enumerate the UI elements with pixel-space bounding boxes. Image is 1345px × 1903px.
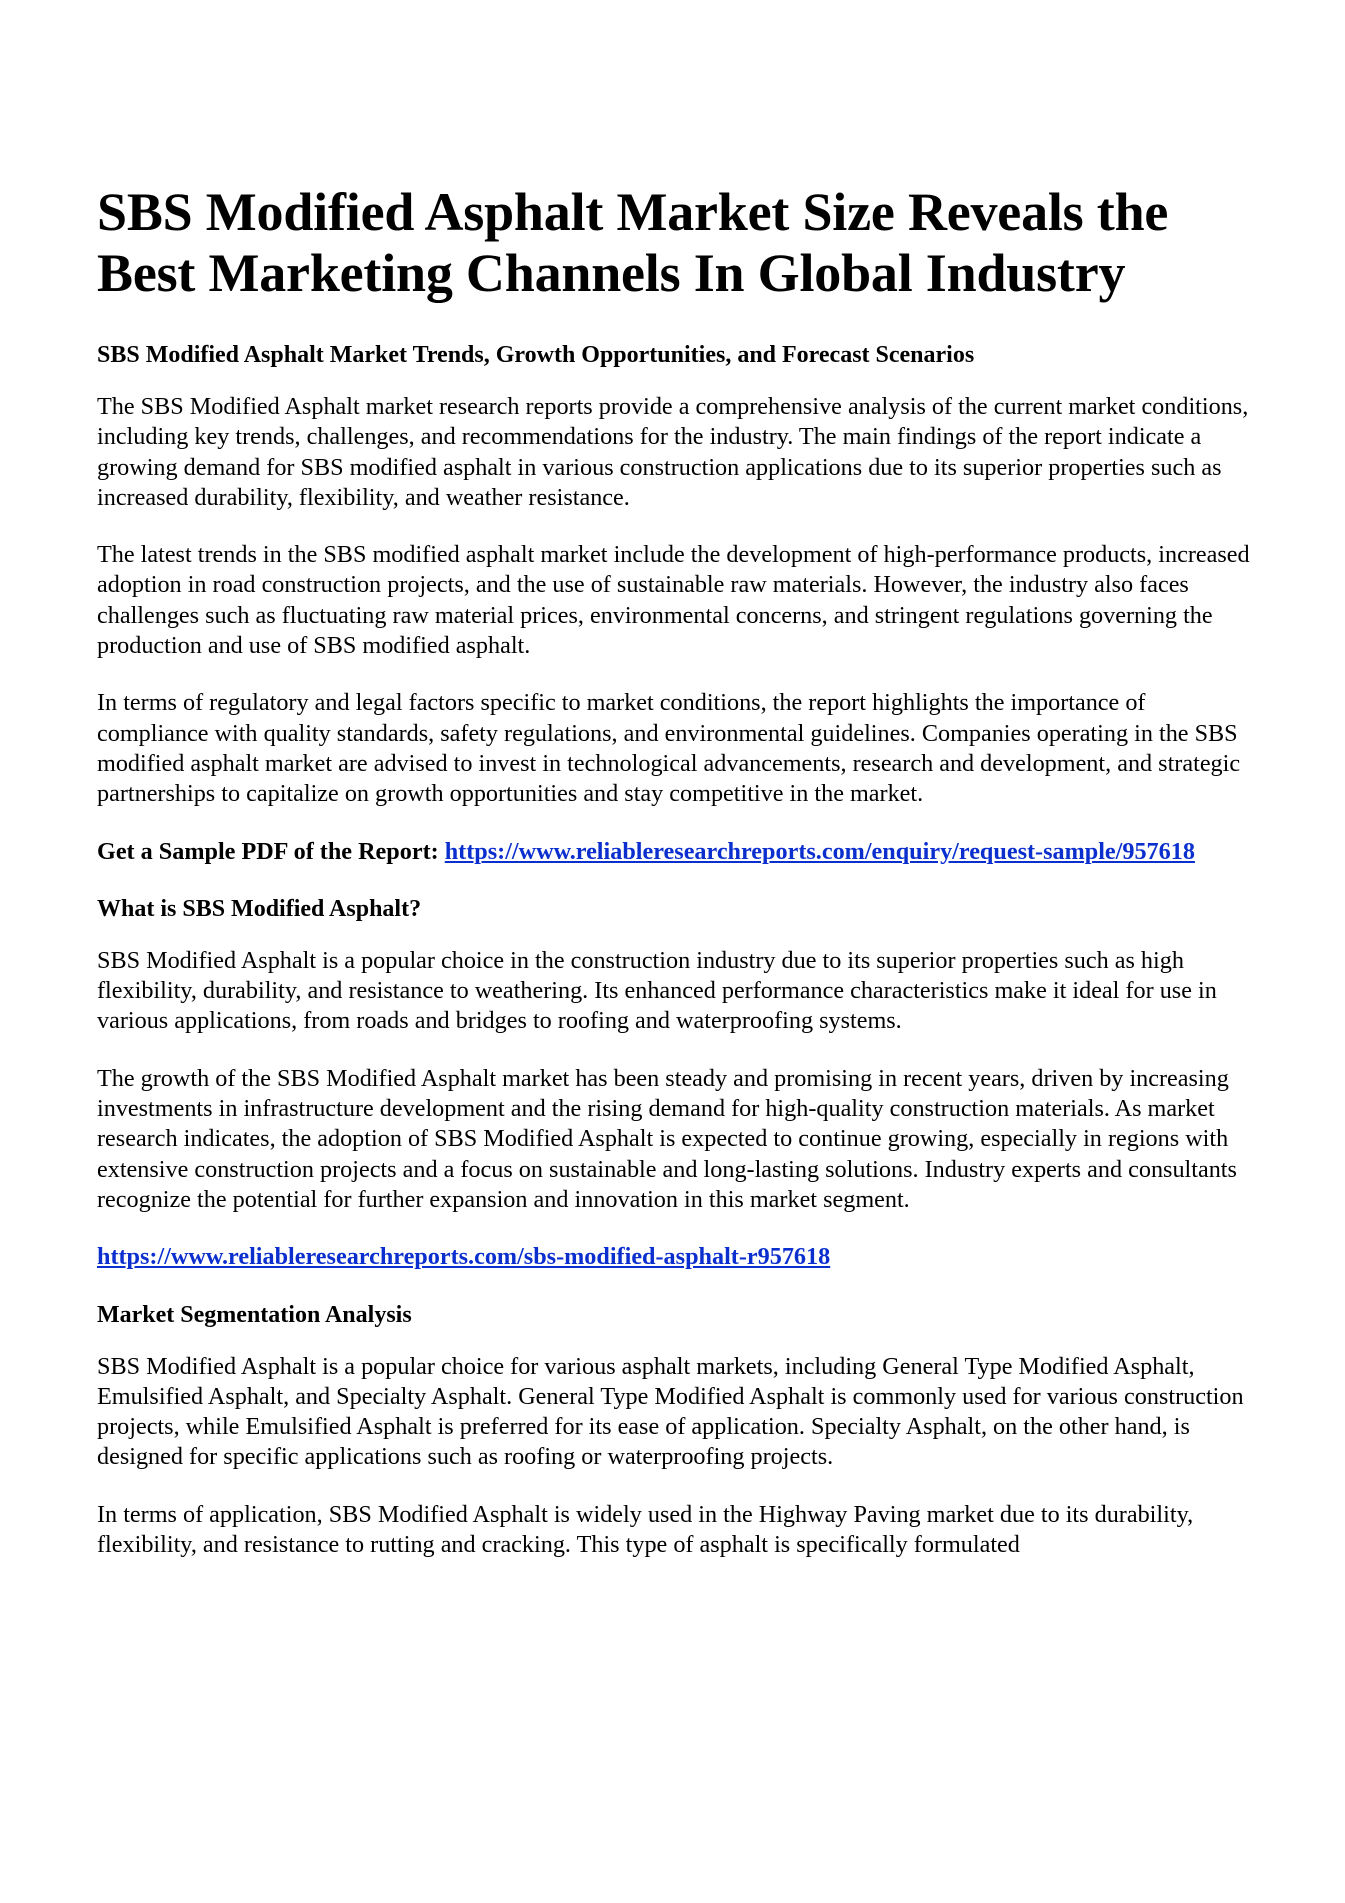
sample-pdf-line [97,837,1257,867]
intro-paragraph-3: In terms of regulatory and legal factors specific to market conditions, the report highlights the importance of compliance with quality standards, safety regulations, and environmental guidelines. Companies operating in the SBS modified asphalt market are advised to invest in technological advancements, research and development, and strategic partnerships to capitalize on growth opportunities and stay competitive in the market. [97,689,1241,808]
report-link-line [97,1242,1257,1272]
article-subtitle: SBS Modified Asphalt Market Trends, Growth Opportunities, and Forecast Scenarios [97,342,975,368]
what-paragraph-2: The growth of the SBS Modified Asphalt market has been steady and promising in recent years, driven by increasing investments in infrastructure development and the rising demand for high-quality construction materials. As market research indicates, the adoption of SBS Modified Asphalt is expected to continue growing, especially in regions with extensive construction projects and a focus on sustainable and long-lasting solutions. Industry experts and consultants recognize the potential for further expansion and innovation in this market segment. [97,1064,1237,1213]
segmentation-heading: Market Segmentation Analysis [97,1301,412,1328]
report-link[interactable]: https://www.reliableresearchreports.com/sbs-modified-asphalt-r957618 [97,1243,831,1271]
what-paragraph-1: SBS Modified Asphalt is a popular choice in the construction industry due to its superior properties such as high flexibility, durability, and resistance to weathering. Its enhanced performance characteristics make it ideal for use in various applications, from roads and bridges to roofing and waterproofing systems. [97,946,1217,1035]
intro-paragraph-2: The latest trends in the SBS modified asphalt market include the development of high-performance products, increased adoption in road construction projects, and the use of sustainable raw materials. However, the industry also faces challenges such as fluctuating raw material prices, environmental concerns, and stringent regulations governing the production and use of SBS modified asphalt. [97,541,1250,660]
intro-paragraph-1: The SBS Modified Asphalt market research reports provide a comprehensive analysis of the current market conditions, including key trends, challenges, and recommendations for the industry. The main findings of the report indicate a growing demand for SBS modified asphalt in various construction applications due to its superior properties such as increased durability, flexibility, and weather resistance. [97,393,1249,511]
sample-pdf-link[interactable]: https://www.reliableresearchreports.com/enquiry/request-sample/957618 [444,837,1195,865]
segmentation-paragraph-1: SBS Modified Asphalt is a popular choice for various asphalt markets, including General Type Modified Asphalt, Emulsified Asphalt, and Specialty Asphalt. General Type Modified Asphalt is commonly used for various construction projects, while Emulsified Asphalt is preferred for its ease of application. Specialty Asphalt, on the other hand, is designed for specific applications such as roofing or waterproofing projects. [97,1352,1244,1471]
sample-pdf-label: Get a Sample PDF of the Report: [97,837,445,865]
segmentation-paragraph-2: In terms of application, SBS Modified Asphalt is widely used in the Highway Paving market due to its durability, flexibility, and resistance to rutting and cracking. This type of asphalt is specifically formulated [97,1500,1194,1559]
what-heading: What is SBS Modified Asphalt? [97,895,422,922]
article-title: SBS Modified Asphalt Market Size Reveals the Best Marketing Channels In Global Industry [97,182,1169,303]
document-page [97,182,1257,1587]
